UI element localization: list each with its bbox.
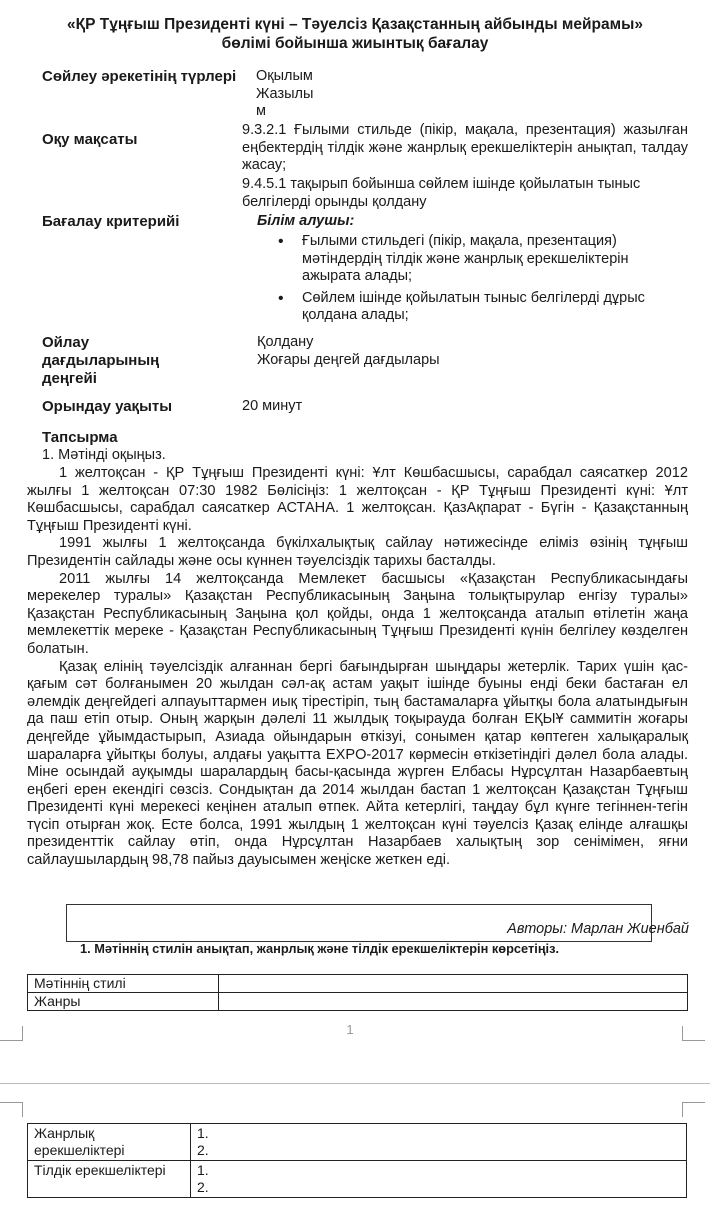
table-row [28, 1161, 687, 1198]
document-title: «ҚР Тұңғыш Президенті күні – Тәуелсіз Қазақстанның айбынды мейрамы» [67, 16, 643, 33]
table-row [28, 1124, 687, 1161]
speech-value-writing: Жазылы [256, 85, 314, 102]
thinking-skill-high: Жоғары деңгей дағдылары [257, 351, 440, 368]
thinking-skills-label-line: дағдыларының [42, 352, 160, 369]
table-row [28, 993, 688, 1011]
answer-line: 2. [197, 1142, 209, 1158]
thinking-skill-apply: Қолдану [257, 334, 314, 350]
paragraph: 2011 жылғы 14 желтоқсанда Мемлекет басшысы «Қазақстан Республикасындағы мерекелер туралы» Қазақстан Республикасының Заңына толықтырулар енгізу туралы» Қазақстан Республикасының Заңына қол қойды, онда 1 желтоқсанда аталып өтілетін жаңа мемлекеттік мереке - Қазақстан Республикасының Тұңғыш Президенті күнін белгілеу көзделген болатын. [27, 570, 688, 657]
paragraph: 1 желтоқсан - ҚР Тұңғыш Президенті күні: Ұлт Көшбасшысы, сарабдал саясаткер 2012 жылғы 1 желтоқсан 07:30 1982 Бөлісіңіз: 1 желтоқсан - ҚР Тұңғыш Президенті күні: Ұлт Көшбасшысы, сарабдал саясаткер АСТАНА. 1 желтоқсан. ҚазАқпарат - Бүгін - Қазақстанның Тұңғыш Президенті күні. [27, 465, 688, 534]
criteria-label: Бағалау критерийі [42, 213, 180, 230]
author-line: Авторы: Марлан Жиенбай [507, 921, 689, 937]
answer-line: 2. [197, 1179, 209, 1195]
criteria-heading: Білім алушы: [257, 213, 355, 229]
thinking-skills-label [42, 334, 159, 388]
page-corner-mark [0, 1102, 23, 1117]
features-table [27, 1123, 687, 1198]
document-subtitle: бөлімі бойынша жиынтық бағалау [221, 35, 489, 52]
speech-types-label: Сөйлеу әрекетінің түрлері [42, 68, 237, 85]
table-cell-label: Тілдік ерекшеліктері [28, 1161, 191, 1198]
criteria-item: • Сөйлем ішінде қойылатын тыныс белгілерді дұрыс қолдана алады; [274, 290, 659, 325]
criteria-item: • Ғылыми стильдегі (пікір, мақала, презентация) мәтіндердің тілдік және жанрлық ерекшеліктерін ажырата алады; [274, 233, 659, 286]
page-corner-mark [682, 1026, 705, 1041]
task-heading: Тапсырма [42, 429, 118, 446]
thinking-skills-values [257, 334, 440, 369]
answer-line: 1. [197, 1125, 209, 1141]
time-label: Орындау уақыты [42, 398, 173, 415]
speech-value-reading: Оқылым [256, 68, 313, 84]
time-value: 20 минут [242, 398, 303, 414]
page-break-line [0, 1083, 710, 1084]
table-cell-label: Жанры [28, 993, 219, 1011]
table-cell-label: Жанрлық ерекшеліктері [28, 1124, 191, 1161]
table-row [28, 975, 688, 993]
answer-line: 1. [197, 1162, 209, 1178]
page-corner-mark [682, 1102, 705, 1117]
paragraph: 1991 жылғы 1 желтоқсанда бүкілхалықтық сайлау нәтижесінде еліміз өзінің тұңғыш Президентін сайлады және осы күннен тәуелсіздік тарихы басталды. [27, 535, 688, 569]
learning-goal-label: Оқу мақсаты [42, 131, 138, 148]
speech-types-values [256, 68, 313, 121]
reading-text [27, 465, 688, 870]
learning-goal-text-1: 9.3.2.1 Ғылыми стильде (пікір, мақала, презентация) жазылған еңбектердің тілдік және жанрлық ерекшеліктерін анықтап, талдау жасау; [242, 122, 688, 173]
speech-value-writing-end: м [256, 103, 266, 119]
style-genre-table [27, 974, 688, 1011]
table-cell-label: Мәтіннің стилі [28, 975, 219, 993]
table-cell-answer[interactable] [191, 1161, 687, 1198]
table-cell-answer[interactable] [219, 975, 688, 993]
question-1: 1. Мәтіннің стилін анықтап, жанрлық және тілдік ерекшеліктерін көрсетіңіз. [80, 941, 560, 956]
criteria-list [274, 233, 659, 329]
table-cell-answer[interactable] [219, 993, 688, 1011]
page-number: 1 [346, 1022, 354, 1037]
paragraph: Қазақ елінің тәуелсіздік алғаннан бергі бағындырған шыңдары жетерлік. Тарих үшін қас-қағым сәт болғанымен 20 жылдан сәл-ақ астам уақыт ішінде буыны енді беки бастаған ел әлемдік деңгейдегі алпауыттармен иық тірестіріп, тың бастамаларға ұйытқы бола алатындығын да паш етіп отыр. Оның жарқын дәлелі 11 жылдық тоқырауда болған ЕҚЫҰ саммитін жоғары деңгейде ұйымдастырып, Азиада ойындарын өткізуі, сонымен қатар көптеген халықаралық шараларға ұйытқы болуы, алдағы уақытта EXPO-2017 көрмесін өткізетіндігі дәлел бола алады. Міне осындай ауқымды шаралардың басы-қасында жүрген Елбасы Нұрсұлтан Назарбаевтың еңбегі ерен екендігі сөзсіз. Сондықтан да 2014 жылдан бастап 1 желтоқсан Қазақстан Тұңғыш Президенті күні мерекесі кеңінен аталып өтпек. Айта кетерлігі, таңдау бұл күнге тегіннен-тегін түсіп отырған жоқ. Есте болса, 1991 жылдың 1 желтоқсан күні тәуелсіз Қазақ елінде алғашқы президенттік сайлау өтіп, онда Нұрсұлтан Назарбаев халықтың зор сенімімен, яғни сайлаушылардың 98,78 пайыз дауысымен жеңіске жеткен еді. [27, 658, 688, 869]
learning-goal-text-2: 9.4.5.1 тақырып бойынша сөйлем ішінде қойылатын тыныс белгілерді орынды қолдану [242, 176, 641, 210]
task-read-instruction: 1. Мәтінді оқыңыз. [42, 447, 166, 463]
table-cell-answer[interactable] [191, 1124, 687, 1161]
thinking-skills-label-line: деңгейі [42, 370, 97, 387]
thinking-skills-label-line: Ойлау [42, 334, 90, 351]
page-corner-mark [0, 1026, 23, 1041]
